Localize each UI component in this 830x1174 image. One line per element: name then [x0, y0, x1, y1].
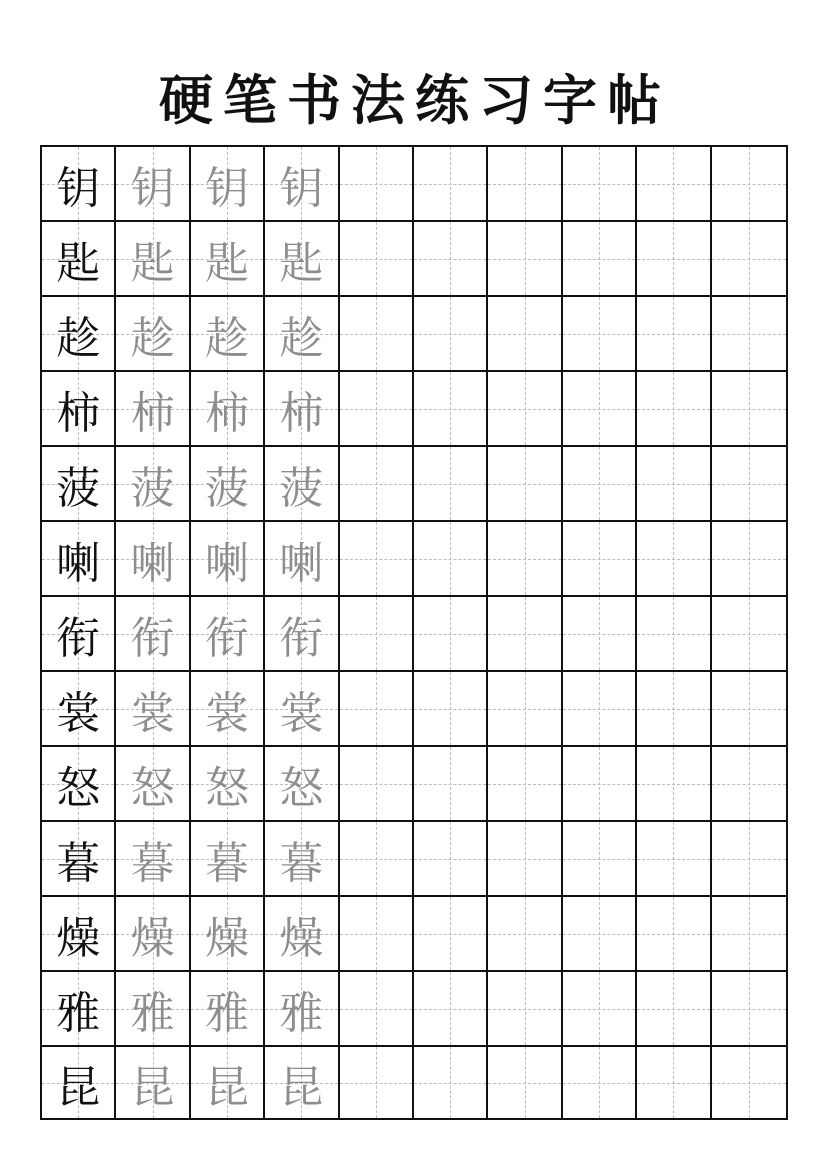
model-character-cell: [42, 147, 116, 220]
blank-practice-cell: [340, 597, 414, 670]
model-character: 燥: [56, 912, 101, 964]
blank-practice-cell: [637, 672, 711, 745]
trace-character: 趁: [205, 312, 250, 364]
trace-character: 昆: [130, 1061, 175, 1113]
blank-practice-cell: [637, 222, 711, 295]
trace-character-cell: [116, 822, 190, 895]
practice-row: [42, 147, 786, 222]
trace-character: 菠: [279, 462, 324, 514]
trace-character: 怒: [279, 762, 324, 814]
trace-character-cell: [265, 1047, 339, 1118]
blank-practice-cell: [563, 597, 637, 670]
blank-practice-cell: [488, 447, 562, 520]
blank-practice-cell: [488, 297, 562, 370]
blank-practice-cell: [563, 447, 637, 520]
blank-practice-cell: [563, 747, 637, 820]
blank-practice-cell: [563, 372, 637, 445]
blank-practice-cell: [712, 372, 786, 445]
trace-character: 燥: [279, 912, 324, 964]
model-character-cell: [42, 222, 116, 295]
model-character: 菠: [56, 462, 101, 514]
trace-character: 柿: [205, 387, 250, 439]
trace-character-cell: [265, 372, 339, 445]
model-character-cell: [42, 897, 116, 970]
practice-row: [42, 972, 786, 1047]
blank-practice-cell: [414, 222, 488, 295]
trace-character-cell: [116, 597, 190, 670]
blank-practice-cell: [488, 672, 562, 745]
trace-character-cell: [191, 747, 265, 820]
blank-practice-cell: [488, 597, 562, 670]
trace-character: 雅: [205, 987, 250, 1039]
blank-practice-cell: [414, 897, 488, 970]
blank-practice-cell: [637, 1047, 711, 1118]
practice-grid: [40, 145, 788, 1120]
trace-character: 匙: [130, 237, 175, 289]
trace-character-cell: [116, 222, 190, 295]
practice-row: [42, 597, 786, 672]
practice-row: [42, 747, 786, 822]
blank-practice-cell: [488, 897, 562, 970]
blank-practice-cell: [712, 972, 786, 1045]
model-character: 雅: [56, 987, 101, 1039]
trace-character-cell: [191, 597, 265, 670]
trace-character-cell: [116, 447, 190, 520]
blank-practice-cell: [563, 147, 637, 220]
trace-character: 雅: [130, 987, 175, 1039]
practice-row: [42, 447, 786, 522]
blank-practice-cell: [712, 1047, 786, 1118]
blank-practice-cell: [637, 822, 711, 895]
trace-character-cell: [265, 447, 339, 520]
blank-practice-cell: [340, 897, 414, 970]
trace-character-cell: [191, 222, 265, 295]
blank-practice-cell: [563, 897, 637, 970]
blank-practice-cell: [340, 522, 414, 595]
model-character-cell: [42, 297, 116, 370]
blank-practice-cell: [712, 897, 786, 970]
trace-character: 裳: [130, 687, 175, 739]
trace-character-cell: [191, 372, 265, 445]
blank-practice-cell: [414, 972, 488, 1045]
blank-practice-cell: [712, 597, 786, 670]
model-character: 喇: [56, 537, 101, 589]
model-character-cell: [42, 972, 116, 1045]
trace-character: 菠: [130, 462, 175, 514]
blank-practice-cell: [414, 522, 488, 595]
blank-practice-cell: [637, 372, 711, 445]
blank-practice-cell: [414, 372, 488, 445]
blank-practice-cell: [712, 147, 786, 220]
trace-character-cell: [116, 522, 190, 595]
model-character: 怒: [56, 762, 101, 814]
trace-character-cell: [116, 1047, 190, 1118]
blank-practice-cell: [712, 297, 786, 370]
model-character: 趁: [56, 312, 101, 364]
blank-practice-cell: [637, 522, 711, 595]
blank-practice-cell: [414, 297, 488, 370]
trace-character-cell: [191, 447, 265, 520]
page-title: 硬笔书法练习字帖: [159, 68, 671, 132]
trace-character-cell: [265, 897, 339, 970]
model-character: 柿: [56, 387, 101, 439]
trace-character-cell: [116, 147, 190, 220]
blank-practice-cell: [563, 822, 637, 895]
trace-character-cell: [191, 297, 265, 370]
trace-character: 裳: [279, 687, 324, 739]
blank-practice-cell: [712, 522, 786, 595]
blank-practice-cell: [340, 147, 414, 220]
trace-character: 裳: [205, 687, 250, 739]
trace-character: 钥: [279, 162, 324, 214]
model-character: 衔: [56, 612, 101, 664]
trace-character: 柿: [279, 387, 324, 439]
blank-practice-cell: [340, 447, 414, 520]
trace-character: 暮: [130, 837, 175, 889]
blank-practice-cell: [414, 147, 488, 220]
blank-practice-cell: [637, 447, 711, 520]
blank-practice-cell: [637, 897, 711, 970]
model-character: 匙: [56, 237, 101, 289]
blank-practice-cell: [637, 747, 711, 820]
blank-practice-cell: [340, 297, 414, 370]
blank-practice-cell: [712, 822, 786, 895]
trace-character: 柿: [130, 387, 175, 439]
trace-character-cell: [191, 897, 265, 970]
trace-character: 燥: [205, 912, 250, 964]
blank-practice-cell: [637, 147, 711, 220]
blank-practice-cell: [488, 522, 562, 595]
blank-practice-cell: [712, 447, 786, 520]
trace-character: 匙: [279, 237, 324, 289]
practice-row: [42, 822, 786, 897]
blank-practice-cell: [563, 297, 637, 370]
blank-practice-cell: [488, 972, 562, 1045]
blank-practice-cell: [563, 522, 637, 595]
blank-practice-cell: [563, 1047, 637, 1118]
trace-character-cell: [265, 672, 339, 745]
blank-practice-cell: [340, 972, 414, 1045]
model-character-cell: [42, 822, 116, 895]
blank-practice-cell: [414, 672, 488, 745]
trace-character-cell: [265, 747, 339, 820]
trace-character: 菠: [205, 462, 250, 514]
trace-character-cell: [265, 522, 339, 595]
model-character-cell: [42, 672, 116, 745]
model-character: 暮: [56, 837, 101, 889]
blank-practice-cell: [563, 222, 637, 295]
trace-character: 趁: [279, 312, 324, 364]
trace-character-cell: [116, 297, 190, 370]
blank-practice-cell: [488, 1047, 562, 1118]
trace-character-cell: [191, 522, 265, 595]
trace-character-cell: [191, 822, 265, 895]
trace-character: 趁: [130, 312, 175, 364]
trace-character: 喇: [130, 537, 175, 589]
model-character-cell: [42, 522, 116, 595]
practice-row: [42, 1047, 786, 1118]
blank-practice-cell: [414, 447, 488, 520]
blank-practice-cell: [414, 747, 488, 820]
trace-character-cell: [265, 972, 339, 1045]
trace-character-cell: [191, 672, 265, 745]
blank-practice-cell: [340, 747, 414, 820]
blank-practice-cell: [340, 1047, 414, 1118]
practice-row: [42, 297, 786, 372]
blank-practice-cell: [340, 372, 414, 445]
trace-character: 暮: [279, 837, 324, 889]
trace-character-cell: [265, 147, 339, 220]
trace-character: 昆: [205, 1061, 250, 1113]
trace-character-cell: [191, 972, 265, 1045]
model-character-cell: [42, 747, 116, 820]
blank-practice-cell: [488, 747, 562, 820]
trace-character: 衔: [205, 612, 250, 664]
blank-practice-cell: [340, 222, 414, 295]
trace-character: 喇: [205, 537, 250, 589]
trace-character-cell: [265, 222, 339, 295]
blank-practice-cell: [340, 822, 414, 895]
practice-row: [42, 522, 786, 597]
trace-character-cell: [116, 897, 190, 970]
trace-character-cell: [191, 1047, 265, 1118]
model-character-cell: [42, 372, 116, 445]
trace-character: 昆: [279, 1061, 324, 1113]
blank-practice-cell: [563, 672, 637, 745]
trace-character-cell: [116, 972, 190, 1045]
trace-character: 燥: [130, 912, 175, 964]
trace-character-cell: [265, 597, 339, 670]
blank-practice-cell: [637, 972, 711, 1045]
trace-character: 喇: [279, 537, 324, 589]
model-character-cell: [42, 447, 116, 520]
blank-practice-cell: [488, 822, 562, 895]
model-character: 裳: [56, 687, 101, 739]
model-character-cell: [42, 1047, 116, 1118]
blank-practice-cell: [414, 597, 488, 670]
practice-row: [42, 222, 786, 297]
model-character-cell: [42, 597, 116, 670]
blank-practice-cell: [488, 147, 562, 220]
trace-character-cell: [191, 147, 265, 220]
trace-character: 衔: [279, 612, 324, 664]
trace-character: 钥: [130, 162, 175, 214]
practice-row: [42, 672, 786, 747]
blank-practice-cell: [488, 222, 562, 295]
trace-character: 钥: [205, 162, 250, 214]
trace-character: 衔: [130, 612, 175, 664]
trace-character: 怒: [130, 762, 175, 814]
trace-character: 雅: [279, 987, 324, 1039]
trace-character: 暮: [205, 837, 250, 889]
practice-row: [42, 897, 786, 972]
blank-practice-cell: [488, 372, 562, 445]
trace-character-cell: [116, 672, 190, 745]
trace-character: 匙: [205, 237, 250, 289]
model-character: 钥: [56, 162, 101, 214]
blank-practice-cell: [712, 222, 786, 295]
trace-character-cell: [265, 297, 339, 370]
trace-character-cell: [116, 372, 190, 445]
blank-practice-cell: [712, 747, 786, 820]
trace-character-cell: [116, 747, 190, 820]
blank-practice-cell: [414, 1047, 488, 1118]
blank-practice-cell: [712, 672, 786, 745]
practice-row: [42, 372, 786, 447]
trace-character-cell: [265, 822, 339, 895]
blank-practice-cell: [340, 672, 414, 745]
blank-practice-cell: [563, 972, 637, 1045]
model-character: 昆: [56, 1061, 101, 1113]
blank-practice-cell: [414, 822, 488, 895]
blank-practice-cell: [637, 597, 711, 670]
trace-character: 怒: [205, 762, 250, 814]
blank-practice-cell: [637, 297, 711, 370]
